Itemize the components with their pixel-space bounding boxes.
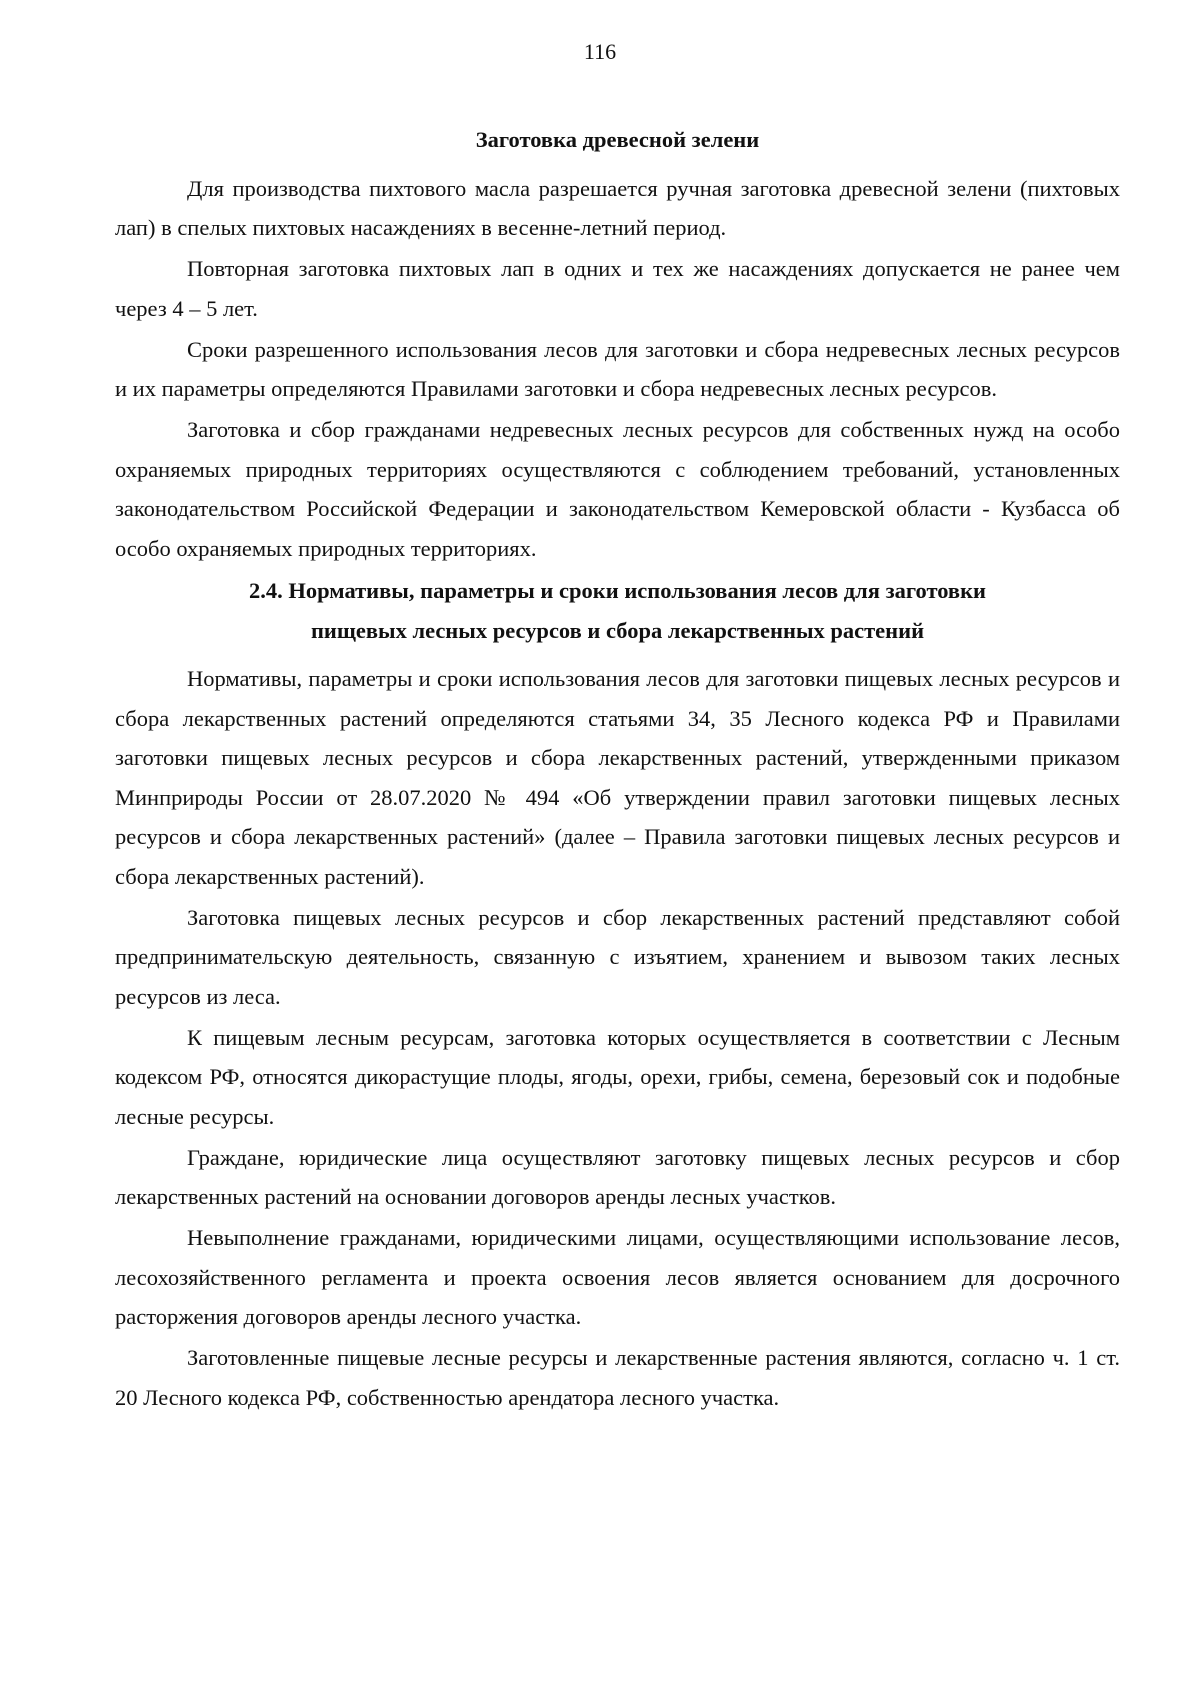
document-body bbox=[115, 120, 1120, 1419]
section-heading-wood-greenery: Заготовка древесной зелени bbox=[475, 127, 760, 152]
paragraph: Заготовка пищевых лесных ресурсов и сбор лекарственных растений представляют собой предпринимательскую деятельность, связанную с изъятием, хранением и вывозом таких лесных ресурсов из леса. bbox=[115, 904, 1120, 1009]
paragraph: Для производства пихтового масла разрешается ручная заготовка древесной зелени (пихтовых лап) в спелых пихтовых насаждениях в весенне-летний период. bbox=[115, 175, 1120, 240]
paragraph: Заготовка и сбор гражданами недревесных лесных ресурсов для собственных нужд на особо охраняемых природных территориях осуществляются с соблюдением требований, установленных законодательством Российской Федерации и законодательством Кемеровской области - Кузбасса об особо охраняемых природных территориях. bbox=[115, 417, 1120, 561]
page-number: 116 bbox=[583, 39, 617, 64]
section-heading-line: 2.4. Нормативы, параметры и сроки использования лесов для заготовки bbox=[248, 578, 987, 603]
section-heading-line: пищевых лесных ресурсов и сбора лекарственных растений bbox=[310, 617, 925, 643]
paragraph: Заготовленные пищевые лесные ресурсы и лекарственные растения являются, согласно ч. 1 ст. 20 Лесного кодекса РФ, собственностью арендатора лесного участка. bbox=[115, 1345, 1120, 1410]
paragraph: Повторная заготовка пихтовых лап в одних и тех же насаждениях допускается не ранее чем через 4 – 5 лет. bbox=[115, 256, 1120, 321]
section-heading-2-4 bbox=[115, 571, 1120, 650]
paragraph: Граждане, юридические лица осуществляют заготовку пищевых лесных ресурсов и сбор лекарственных растений на основании договоров аренды лесных участков. bbox=[115, 1144, 1120, 1209]
paragraph: Невыполнение гражданами, юридическими лицами, осуществляющими использование лесов, лесохозяйственного регламента и проекта освоения лесов является основанием для досрочного расторжения договоров аренды лесного участка. bbox=[115, 1225, 1120, 1329]
paragraph: Сроки разрешенного использования лесов для заготовки и сбора недревесных лесных ресурсов и их параметры определяются Правилами заготовки и сбора недревесных лесных ресурсов. bbox=[115, 336, 1120, 401]
paragraph: К пищевым лесным ресурсам, заготовка которых осуществляется в соответствии с Лесным кодексом РФ, относятся дикорастущие плоды, ягоды, орехи, грибы, семена, березовый сок и подобные лесные ресурсы. bbox=[115, 1024, 1120, 1129]
paragraph: Нормативы, параметры и сроки использования лесов для заготовки пищевых лесных ресурсов и сбора лекарственных растений определяются статьями 34, 35 Лесного кодекса РФ и Правилами заготовки пищевых лесных ресурсов и сбора лекарственных растений, утвержденными приказом Минприроды России от 28.07.2020 № 494 «Об утверждении правил заготовки пищевых лесных ресурсов и сбора лекарственных растений» (далее – Правила заготовки пищевых лесных ресурсов и сбора лекарственных растений). bbox=[115, 666, 1120, 889]
